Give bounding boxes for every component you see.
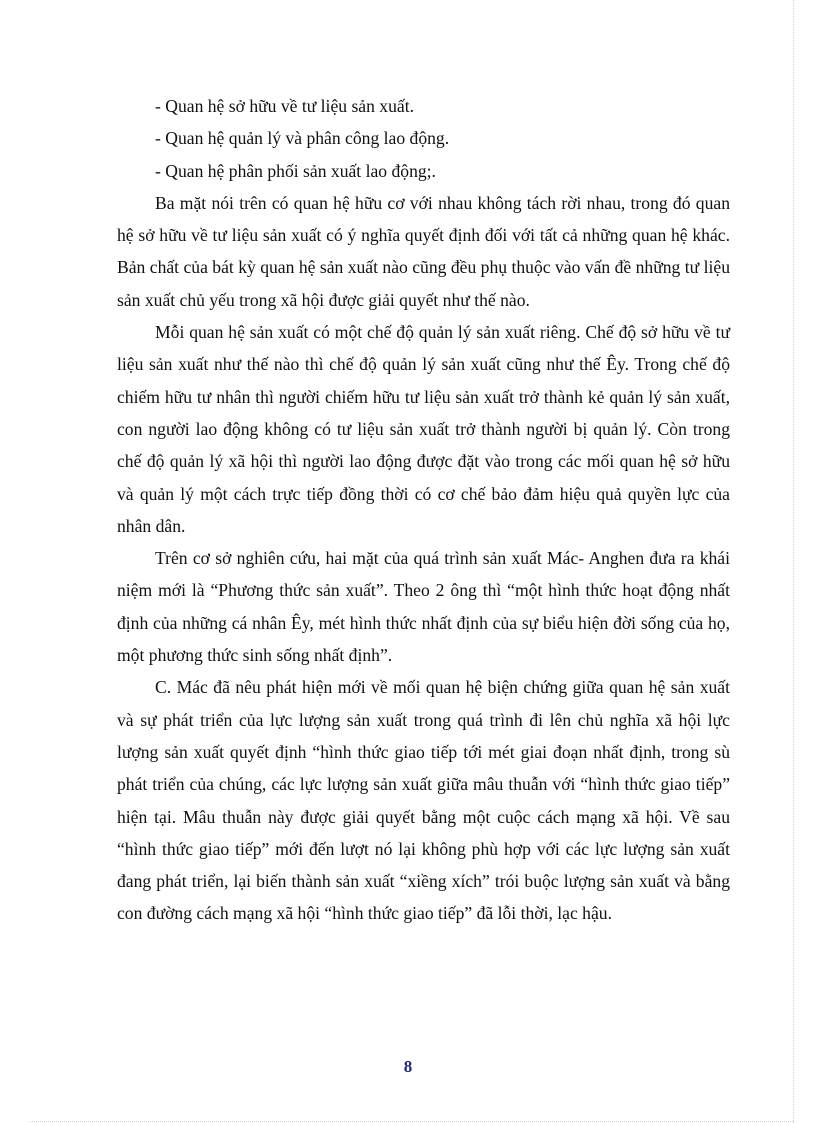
page-border-right	[793, 0, 794, 1123]
bullet-ownership: - Quan hệ sở hữu về tư liệu sản xuất.	[155, 96, 414, 116]
paragraph-management-regime: Mỗi quan hệ sản xuất có một chế độ quản lý sản xuất riêng. Chế độ sở hữu về tư liệu sản xuất như thế nào thì chế độ quản lý sản xuất cũng như thế Êy. Trong chế độ chiếm hữu tư nhân thì người chiếm hữu tư liệu sản xuất trở thành kẻ quản lý sản xuất, con người lao động không có tư liệu sản xuất trở thành người bị quản lý. Còn trong chế độ quản lý xã hội thì người lao động được đặt vào trong các mối quan hệ sở hữu và quản lý một cách trực tiếp đồng thời có cơ chế bảo đảm hiệu quả quyền lực của nhân dân.	[117, 322, 730, 536]
paragraph-mode-of-production: Trên cơ sở nghiên cứu, hai mặt của quá trình sản xuất Mác- Anghen đưa ra khái niệm mới là “Phương thức sản xuất”. Theo 2 ông thì “một hình thức hoạt động nhất định của những cá nhân Êy, mét hình thức nhất định của sự biểu hiện đời sống của họ, một phương thức sinh sống nhất định”.	[117, 548, 730, 666]
bullet-management: - Quan hệ quản lý và phân công lao động.	[155, 128, 450, 149]
page-number: 8	[403, 1057, 413, 1076]
paragraph-three-aspects: Ba mặt nói trên có quan hệ hữu cơ với nhau không tách rời nhau, trong đó quan hệ sở hữu về tư liệu sản xuất có ý nghĩa quyết định đối với tất cả những quan hệ khác. Bản chất của bát kỳ quan hệ sản xuất nào cũng đều phụ thuộc vào vấn đề những tư liệu sản xuất chủ yếu trong xã hội được giải quyết như thế nào.	[117, 192, 730, 310]
paragraph-dialectical-relation: C. Mác đã nêu phát hiện mới về mối quan hệ biện chứng giữa quan hệ sản xuất và sự phát triển của lực lượng sản xuất trong quá trình đi lên chủ nghĩa xã hội lực lượng sản xuất quyết định “hình thức giao tiếp tới mét giai đoạn nhất định, trong sù phát triển của chúng, các lực lượng sản xuất giữa mâu thuẫn với “hình thức giao tiếp” hiện tại. Mâu thuẫn này được giải quyết bằng một cuộc cách mạng xã hội. Về sau “hình thức giao tiếp” mới đến lượt nó lại không phù hợp với các lực lượng sản xuất đang phát triển, lại biến thành sản xuất “xiềng xích” trói buộc lượng sản xuất và bằng con đường cách mạng xã hội “hình thức giao tiếp” đã lỗi thời, lạc hậu.	[117, 677, 730, 924]
document-body	[117, 90, 730, 930]
page-border-bottom	[30, 1121, 793, 1122]
bullet-distribution: - Quan hệ phân phối sản xuất lao động;.	[155, 160, 436, 181]
